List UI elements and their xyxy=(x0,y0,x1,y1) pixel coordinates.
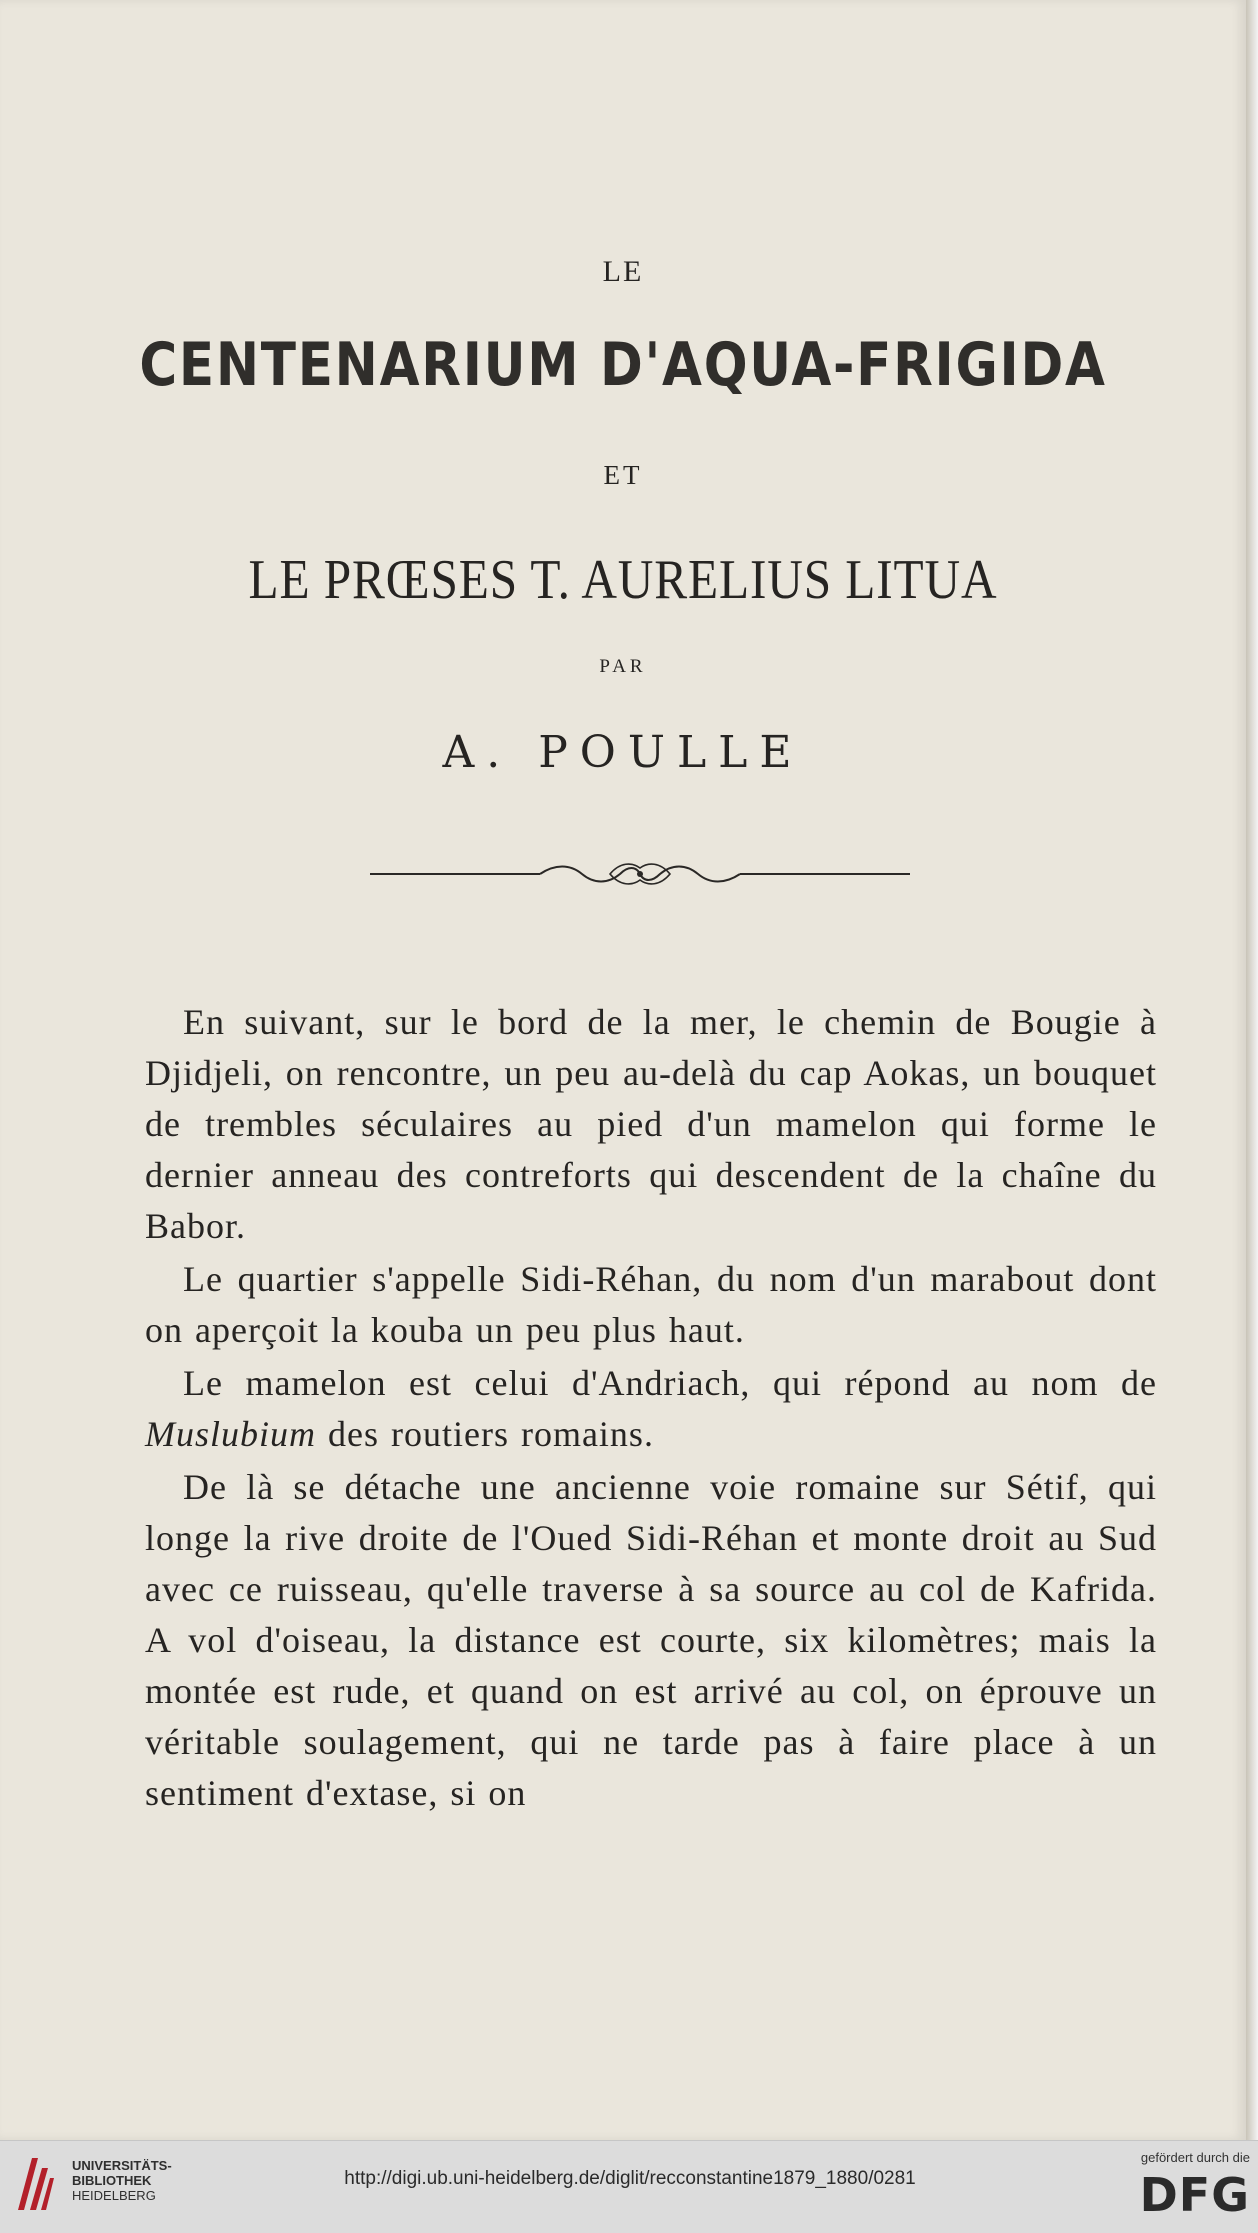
bleed-through-text xyxy=(150,150,1150,202)
article-body xyxy=(145,997,1157,1819)
ornament-divider xyxy=(370,856,910,892)
subtitle: LE PRŒSES T. AURELIUS LITUA xyxy=(248,549,998,611)
paragraph-text: Le mamelon est celui d'Andriach, qui répond au nom de xyxy=(183,1363,1157,1403)
italic-place-name: Muslubium xyxy=(145,1414,316,1454)
paragraph: De là se détache une ancienne voie romaine sur Sétif, qui longe la rive droite de l'Oued Sidi-Réhan et monte droit au Sud avec ce ruisseau, qu'elle traverse à sa source au col de Kafrida. A vol d'oiseau, la distance est courte, six kilomètres; mais la montée est rude, et quand on est arrivé au col, on éprouve un véritable soulagement, qui ne tarde pas à faire place à un sentiment d'extase, si on xyxy=(145,1467,1157,1813)
page-edge xyxy=(1246,0,1258,2140)
main-title: CENTENARIUM D'AQUA-FRIGIDA xyxy=(139,330,1107,400)
title-et: ET xyxy=(603,460,643,490)
university-seal-icon xyxy=(14,2152,56,2214)
paragraph: En suivant, sur le bord de la mer, le chemin de Bougie à Djidjeli, on rencontre, un peu au-delà du cap Aokas, un bouquet de trembles séculaires au pied d'un mamelon qui forme le dernier anneau des contreforts qui descendent de la chaîne du Babor. xyxy=(145,1002,1157,1246)
library-name-line: UNIVERSITÄTS- xyxy=(72,2158,172,2173)
library-name-line: HEIDELBERG xyxy=(72,2188,156,2203)
paragraph: Le quartier s'appelle Sidi-Réhan, du nom d'un marabout dont on aperçoit la kouba un peu plus haut. xyxy=(145,1259,1157,1350)
title-le: LE xyxy=(602,255,644,288)
dfg-logo: DFG xyxy=(1139,2168,1250,2222)
paragraph-text: des routiers romains. xyxy=(316,1414,654,1454)
paragraph xyxy=(145,1358,1157,1460)
permalink-url[interactable]: http://digi.ub.uni-heidelberg.de/diglit/recconstantine1879_1880/0281 xyxy=(344,2168,916,2189)
funding-note: gefördert durch die xyxy=(1140,2150,1250,2165)
par-label: PAR xyxy=(599,656,647,677)
library-name-line: BIBLIOTHEK xyxy=(72,2173,152,2188)
university-library-name xyxy=(72,2158,172,2203)
author-name: A. POULLE xyxy=(442,727,804,778)
